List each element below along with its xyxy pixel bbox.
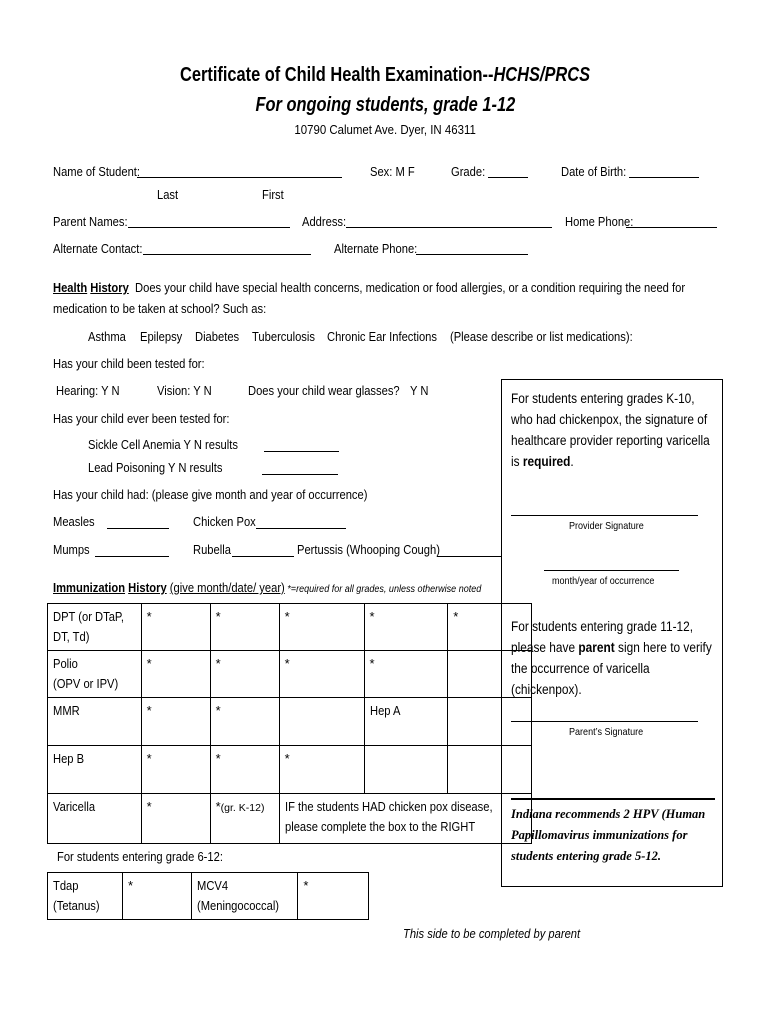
grade-6-12-label: For students entering grade 6-12: bbox=[57, 849, 223, 864]
vaccine-dpt: DPT (or DTaP, DT, Td) bbox=[48, 604, 142, 651]
vision-question[interactable]: Vision: Y N bbox=[157, 383, 212, 398]
form-title: Certificate of Child Health Examination--HCHS/PRCS bbox=[179, 64, 591, 86]
vaccine-hep-b: Hep B bbox=[48, 746, 142, 794]
sickle-cell-results-field[interactable] bbox=[264, 440, 339, 452]
grade-field[interactable] bbox=[488, 166, 528, 178]
month-year-caption: month/year of occurrence bbox=[552, 575, 655, 587]
parent-signature-caption: Parent’s Signature bbox=[568, 726, 644, 738]
dose-cell[interactable]: *(gr. K-12) bbox=[210, 794, 279, 844]
rubella-label: Rubella bbox=[193, 542, 231, 557]
chicken-pox-label: Chicken Pox bbox=[193, 514, 256, 529]
condition-describe: (Please describe or list medications): bbox=[450, 329, 633, 344]
mumps-label: Mumps bbox=[53, 542, 90, 557]
varicella-verification-box bbox=[501, 379, 723, 887]
hearing-question[interactable]: Hearing: Y N bbox=[56, 383, 120, 398]
lead-poisoning-question[interactable]: Lead Poisoning Y N results bbox=[88, 460, 223, 475]
immunization-heading: Immunization History (give month/date/ year) *=required for all grades, unless otherwise noted bbox=[53, 580, 482, 595]
alt-contact-field[interactable] bbox=[143, 243, 311, 255]
measles-field[interactable] bbox=[107, 517, 169, 529]
lead-results-field[interactable] bbox=[262, 463, 338, 475]
address-field[interactable] bbox=[346, 216, 552, 228]
alt-contact-label: Alternate Contact: bbox=[53, 241, 143, 256]
form-subtitle: For ongoing students, grade 1-12 bbox=[255, 94, 515, 116]
grade-label: Grade: bbox=[451, 164, 486, 179]
parent-names-field[interactable] bbox=[128, 216, 290, 228]
dose-cell[interactable]: * bbox=[210, 746, 279, 794]
varicella-instruction: IF the students HAD chicken pox disease, please complete the box to the RIGHT bbox=[279, 794, 531, 844]
dose-cell[interactable]: * bbox=[279, 746, 364, 794]
dose-cell[interactable]: * bbox=[141, 698, 210, 746]
dose-cell[interactable]: * bbox=[364, 651, 448, 698]
tdap-mcv4-table bbox=[47, 872, 369, 920]
provider-signature-line[interactable] bbox=[511, 515, 698, 516]
form-title-org: HCHS/PRCS bbox=[493, 64, 591, 86]
last-name-caption: Last bbox=[157, 187, 179, 202]
month-year-line[interactable] bbox=[544, 570, 679, 571]
chicken-pox-field[interactable] bbox=[256, 517, 346, 529]
sex-label: Sex: M F bbox=[370, 164, 415, 179]
student-name-label: Name of Student: bbox=[53, 164, 141, 179]
hpv-recommendation: Indiana recommends 2 HPV (Human Papillomavirus immunizations for students entering grade 5-12. bbox=[511, 807, 706, 863]
immunization-table bbox=[47, 603, 532, 844]
condition-asthma: Asthma bbox=[88, 329, 126, 344]
mumps-field[interactable] bbox=[95, 545, 169, 557]
k10-instructions: For students entering grades K-10, who had chickenpox, the signature of healthcare provider reporting varicella is required. bbox=[511, 391, 710, 469]
dose-cell[interactable]: * bbox=[210, 604, 279, 651]
address-label: Address: bbox=[302, 214, 347, 229]
first-name-caption: First bbox=[262, 187, 284, 202]
dose-cell[interactable]: * bbox=[141, 794, 210, 844]
dose-cell[interactable]: * bbox=[210, 698, 279, 746]
provider-signature-caption: Provider Signature bbox=[568, 520, 644, 532]
dose-cell[interactable]: * bbox=[141, 604, 210, 651]
dose-cell[interactable]: * bbox=[448, 604, 532, 651]
dose-cell[interactable] bbox=[279, 698, 364, 746]
health-history-heading: Health History Does your child have special health concerns, medication or food allergies, or a condition requiring the need for bbox=[53, 280, 686, 295]
glasses-yn[interactable]: Y N bbox=[410, 383, 429, 398]
varicella-grade-note: (gr. K-12) bbox=[220, 802, 265, 814]
table-row bbox=[48, 746, 532, 794]
condition-ear-infections: Chronic Ear Infections bbox=[327, 329, 437, 344]
vaccine-polio: Polio (OPV or IPV) bbox=[48, 651, 142, 698]
vaccine-varicella: Varicella bbox=[48, 794, 142, 844]
glasses-question: Does your child wear glasses? bbox=[248, 383, 400, 398]
table-row bbox=[48, 794, 532, 844]
parent-signature-line[interactable] bbox=[511, 721, 698, 722]
dose-cell[interactable]: * bbox=[123, 873, 192, 920]
condition-diabetes: Diabetes bbox=[195, 329, 240, 344]
student-name-field[interactable] bbox=[137, 166, 342, 178]
g1112-instructions: For students entering grade 11-12, please have parent sign here to verify the occurrence of varicella (chickenpox). bbox=[511, 619, 712, 697]
table-row bbox=[48, 604, 532, 651]
home-phone-label: Home Phone: bbox=[565, 214, 634, 229]
rubella-field[interactable] bbox=[232, 545, 294, 557]
table-row bbox=[48, 651, 532, 698]
dose-cell[interactable]: * bbox=[279, 604, 364, 651]
home-phone-field[interactable] bbox=[626, 216, 717, 228]
sickle-cell-question[interactable]: Sickle Cell Anemia Y N results bbox=[88, 437, 238, 452]
alt-phone-label: Alternate Phone: bbox=[334, 241, 418, 256]
table-row bbox=[48, 698, 532, 746]
health-question-line2: medication to be taken at school? Such as: bbox=[53, 301, 267, 316]
dose-cell[interactable]: * bbox=[141, 651, 210, 698]
pertussis-label: Pertussis (Whooping Cough) bbox=[297, 542, 440, 557]
dose-cell[interactable]: * bbox=[298, 873, 369, 920]
dose-cell[interactable]: * bbox=[279, 651, 364, 698]
tested-for-label: Has your child been tested for: bbox=[53, 356, 205, 371]
table-row bbox=[48, 873, 369, 920]
hpv-divider bbox=[511, 798, 715, 800]
pertussis-field[interactable] bbox=[437, 545, 501, 557]
ever-tested-label: Has your child ever been tested for: bbox=[53, 411, 230, 426]
vaccine-tdap: Tdap (Tetanus) bbox=[48, 873, 123, 920]
dose-cell[interactable] bbox=[364, 746, 448, 794]
footer-note: This side to be completed by parent bbox=[403, 926, 581, 941]
alt-phone-field[interactable] bbox=[416, 243, 528, 255]
condition-tuberculosis: Tuberculosis bbox=[252, 329, 315, 344]
dob-label: Date of Birth: bbox=[561, 164, 627, 179]
parent-names-label: Parent Names: bbox=[53, 214, 128, 229]
dose-cell[interactable]: * bbox=[364, 604, 448, 651]
vaccine-hep-a[interactable]: Hep A bbox=[364, 698, 448, 746]
dob-field[interactable] bbox=[629, 166, 699, 178]
vaccine-mcv4: MCV4 (Meningococcal) bbox=[192, 873, 298, 920]
measles-label: Measles bbox=[53, 514, 95, 529]
vaccine-mmr: MMR bbox=[48, 698, 142, 746]
dose-cell[interactable]: * bbox=[210, 651, 279, 698]
dose-cell[interactable]: * bbox=[141, 746, 210, 794]
school-address: 10790 Calumet Ave. Dyer, IN 46311 bbox=[294, 122, 476, 137]
had-label: Has your child had: (please give month and year of occurrence) bbox=[53, 487, 368, 502]
condition-epilepsy: Epilepsy bbox=[140, 329, 183, 344]
